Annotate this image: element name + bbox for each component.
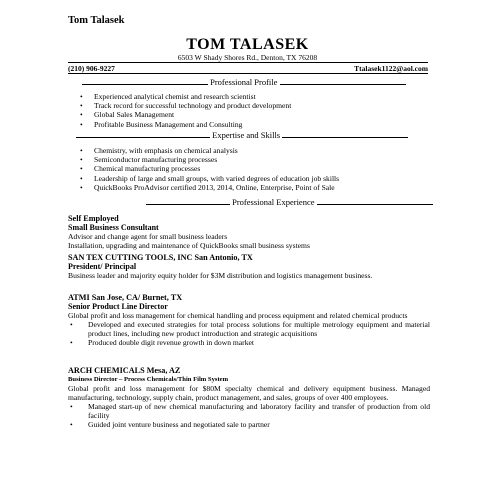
list-item: • Profitable Business Management and Consulting bbox=[68, 120, 291, 129]
job-line: Advisor and change agent for small business leaders bbox=[68, 232, 228, 241]
list-item: • Developed and executed strategies for total process solutions for multiple metrology equipment and material product lines, including new product introduction and strategic acquisitions bbox=[68, 320, 430, 338]
list-item: • QuickBooks ProAdvisor certified 2013, 2014, Online, Enterprise, Point of Sale bbox=[68, 183, 339, 192]
list-item: • Chemical manufacturing processes bbox=[68, 164, 339, 173]
header-rule-bottom bbox=[68, 73, 428, 74]
title-line-right bbox=[280, 77, 406, 85]
list-item: • Produced double digit revenue growth in down market bbox=[68, 338, 430, 347]
job-bullets bbox=[68, 402, 430, 429]
skills-list bbox=[68, 146, 339, 192]
list-item: • Guided joint venture business and negotiated sale to partner bbox=[68, 420, 430, 429]
job-role: Business Director – Process Chemicals/Thin Film System bbox=[68, 376, 229, 383]
job-entry bbox=[68, 214, 430, 250]
job-line: Installation, upgrading and maintenance of QuickBooks small business systems bbox=[68, 241, 310, 250]
email: Ttalasek1122@aol.com bbox=[354, 64, 428, 73]
resume-name: TOM TALASEK bbox=[186, 36, 309, 53]
job-entry bbox=[68, 366, 430, 429]
list-item: • Chemistry, with emphasis on chemical analysis bbox=[68, 146, 339, 155]
list-item: • Global Sales Management bbox=[68, 110, 291, 119]
skills-section-title bbox=[76, 130, 408, 140]
list-item: • Leadership of large and small groups, with varied degrees of education job skills bbox=[68, 174, 339, 183]
document-header: Tom Talasek bbox=[68, 15, 125, 26]
job-company: Self Employed bbox=[68, 214, 119, 223]
experience-section-title bbox=[146, 197, 433, 207]
experience-title-text: Professional Experience bbox=[232, 197, 315, 207]
title-line-right bbox=[317, 197, 433, 205]
list-item: • Experienced analytical chemist and research scientist bbox=[68, 92, 291, 101]
job-description: Global profit and loss management for chemical handling and process equipment and related chemical products bbox=[68, 311, 408, 320]
job-entry bbox=[68, 253, 430, 280]
list-item: • Semiconductor manufacturing processes bbox=[68, 155, 339, 164]
job-company: ARCH CHEMICALS Mesa, AZ bbox=[68, 366, 181, 375]
job-company: ATMI San Jose, CA/ Burnet, TX bbox=[68, 293, 183, 302]
list-item: • Managed start-up of new chemical manufacturing and laboratory facility and transfer of production from old facility bbox=[68, 402, 430, 420]
title-line-left bbox=[76, 130, 210, 138]
list-item: • Track record for successful technology and product development bbox=[68, 101, 291, 110]
phone: (210) 906-9227 bbox=[68, 64, 115, 73]
job-company: SAN TEX CUTTING TOOLS, INC San Antonio, TX bbox=[68, 253, 253, 262]
job-entry bbox=[68, 293, 430, 347]
job-description: Global profit and loss management for $80M specialty chemical and delivery equipment business. Managed manufacturing, technology, supply chain, product management, and sales, groups of over 400 employees. bbox=[68, 384, 430, 402]
header-rule-top bbox=[68, 62, 428, 63]
skills-title-text: Expertise and Skills bbox=[212, 130, 281, 140]
profile-list bbox=[68, 92, 291, 129]
title-line-left bbox=[82, 77, 208, 85]
job-description: Business leader and majority equity holder for $3M distribution and logistics management business. bbox=[68, 271, 373, 280]
job-role: President/ Principal bbox=[68, 262, 137, 271]
job-bullets bbox=[68, 320, 430, 347]
job-role: Small Business Consultant bbox=[68, 223, 159, 232]
title-line-left bbox=[146, 197, 230, 205]
title-line-right bbox=[282, 130, 408, 138]
profile-title-text: Professional Profile bbox=[210, 77, 278, 87]
profile-section-title bbox=[82, 77, 406, 87]
job-role: Senior Product Line Director bbox=[68, 302, 168, 311]
address: 6503 W Shady Shores Rd., Denton, TX 76208 bbox=[177, 53, 318, 62]
